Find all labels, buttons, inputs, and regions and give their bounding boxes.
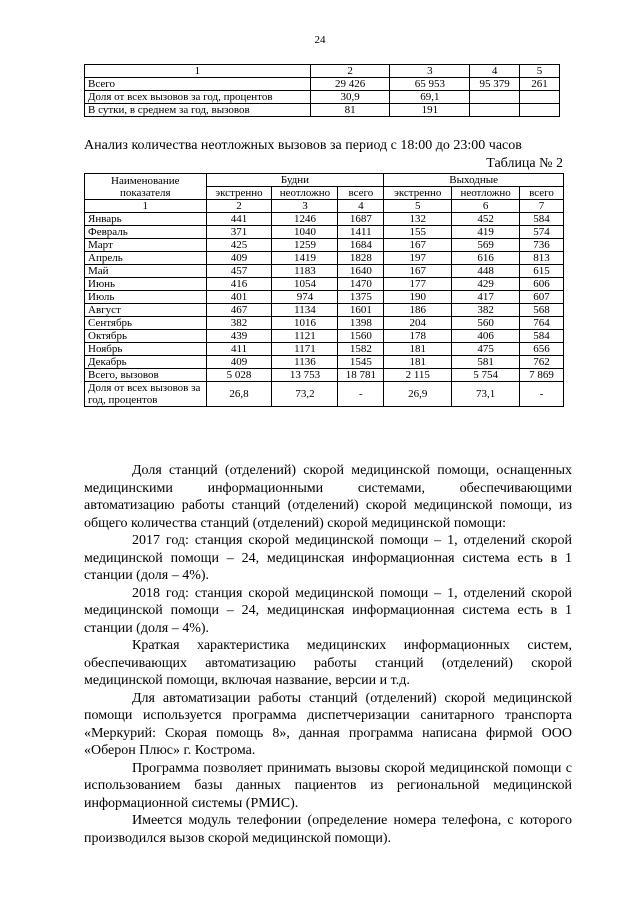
table-cell: 26,8 [206,382,272,407]
table-header-row [85,174,564,187]
table-cell: 406 [452,330,520,343]
table-cell: 656 [520,343,564,356]
table-cell: 581 [452,356,520,369]
table-cell: 190 [384,291,452,304]
table-cell: Март [85,239,207,252]
table-cell: 467 [206,304,272,317]
table-cell: Всего, вызовов [85,369,207,382]
table-cell: 1121 [272,330,338,343]
table-cell: 606 [520,278,564,291]
table-cell: 615 [520,265,564,278]
table-row [85,369,564,382]
header-cell: 5 [384,200,452,213]
table-row [85,291,564,304]
table-cell: 401 [206,291,272,304]
table-cell: 197 [384,252,452,265]
table-cell: 1171 [272,343,338,356]
table-cell: 1246 [272,213,338,226]
header-weekends: Выходные [384,174,564,187]
table-cell: 1545 [338,356,384,369]
table-cell: 1684 [338,239,384,252]
table-cell: 5 028 [206,369,272,382]
table-cell: 584 [520,330,564,343]
table-cell: 1470 [338,278,384,291]
table-row [85,317,564,330]
table-row [85,239,564,252]
table-cell: 2 115 [384,369,452,382]
table-cell: 1183 [272,265,338,278]
table-cell: Январь [85,213,207,226]
calls-analysis-table [84,173,564,407]
table-cell: 167 [384,265,452,278]
table-cell: 448 [452,265,520,278]
header-cell: неотложно [452,187,520,200]
table-cell: 560 [452,317,520,330]
table-cell: Август [85,304,207,317]
table-cell: 1560 [338,330,384,343]
table-cell: 18 781 [338,369,384,382]
table-cell: 177 [384,278,452,291]
table-row [85,304,564,317]
table-cell: 181 [384,356,452,369]
table-cell: Май [85,265,207,278]
table-cell: 5 [520,65,560,78]
table-cell: 1828 [338,252,384,265]
table-cell: 371 [206,226,272,239]
table-cell: 425 [206,239,272,252]
paragraph: 2017 год: станция скорой медицинской помощи – 1, отделений скорой медицинской помощи – 24, медицинская информационная система есть в 1 станции (доля – 4%). [84,533,572,583]
table-cell: 974 [272,291,338,304]
header-cell: 7 [520,200,564,213]
table-cell: 813 [520,252,564,265]
table-cell [520,104,560,117]
table-cell: 1040 [272,226,338,239]
table-cell: 2 [310,65,390,78]
table-cell: Всего [85,78,311,91]
table-cell: Сентябрь [85,317,207,330]
table-cell: Июль [85,291,207,304]
table-cell: 1016 [272,317,338,330]
table-row [85,356,564,369]
table-header-row [85,200,564,213]
header-indicator: Наименование показателя [85,174,207,200]
table-row [85,252,564,265]
header-cell: 2 [206,200,272,213]
table-cell: 186 [384,304,452,317]
header-cell: 1 [85,200,207,213]
table-cell: Апрель [85,252,207,265]
table-row [85,78,560,91]
table-cell: 584 [520,213,564,226]
table-cell: 382 [206,317,272,330]
table-cell: 382 [452,304,520,317]
paragraph: Доля станций (отделений) скорой медицинской помощи, оснащенных медицинскими информационными системами, обеспечивающими автоматизацию работы станций (отделений) скорой медицинской помощи, из общего количества станций (отделений) скорой медицинской помощи: [84,463,572,531]
table-cell: 417 [452,291,520,304]
header-cell: экстренно [384,187,452,200]
table-cell: 95 379 [470,78,520,91]
table-cell: 452 [452,213,520,226]
table-row [85,278,564,291]
table-cell: 762 [520,356,564,369]
table-row [85,330,564,343]
paragraph: Краткая характеристика медицинских информационных систем, обеспечивающих автоматизацию работы станций (отделений) скорой медицинской помощи, включая название, версии и т.д. [84,638,572,688]
table-cell [470,104,520,117]
table-cell: 475 [452,343,520,356]
table-cell: 1398 [338,317,384,330]
table-cell: Октябрь [85,330,207,343]
table-cell: 419 [452,226,520,239]
table-cell: 441 [206,213,272,226]
table-cell [470,91,520,104]
table-cell: 1601 [338,304,384,317]
table-cell: 5 754 [452,369,520,382]
table-cell: 764 [520,317,564,330]
table-row [85,343,564,356]
table-cell: 261 [520,78,560,91]
page-number: 24 [314,34,326,46]
table-cell: 65 953 [390,78,470,91]
paragraph: Имеется модуль телефонии (определение номера телефона, с которого производился вызов скорой медицинской помощи). [84,813,572,846]
table-cell: 204 [384,317,452,330]
table-cell: 574 [520,226,564,239]
table-cell: 1582 [338,343,384,356]
table-cell: 1411 [338,226,384,239]
table-cell: 3 [390,65,470,78]
table-row [85,265,564,278]
table-cell: 409 [206,356,272,369]
table-cell: 1375 [338,291,384,304]
table-cell: В сутки, в среднем за год, вызовов [85,104,311,117]
header-cell: всего [520,187,564,200]
table-cell: 26,9 [384,382,452,407]
table-cell: Декабрь [85,356,207,369]
paragraph: 2018 год: станция скорой медицинской помощи – 1, отделений скорой медицинской помощи – 24, медицинская информационная система есть в 1 станции (доля – 4%). [84,585,572,636]
header-cell: неотложно [272,187,338,200]
table-row [85,104,560,117]
table-cell: 191 [390,104,470,117]
table-cell: Доля от всех вызовов за год, процентов [85,382,207,407]
table-cell: 69,1 [390,91,470,104]
table-cell: 1419 [272,252,338,265]
table-cell: 439 [206,330,272,343]
table-row [85,91,560,104]
table-cell: - [520,382,564,407]
table-cell: 30,9 [310,91,390,104]
paragraph: Программа позволяет принимать вызовы скорой медицинской помощи с использованием базы данных пациентов из региональной медицинской информационной системы (РМИС). [84,760,572,811]
table-cell: 7 869 [520,369,564,382]
table-cell: 411 [206,343,272,356]
table-cell: 181 [384,343,452,356]
table-cell: 73,1 [452,382,520,407]
table-title: Анализ количества неотложных вызовов за период с 18:00 до 23:00 часов [84,138,522,153]
header-cell: 6 [452,200,520,213]
table-cell: 409 [206,252,272,265]
table-header-row [85,65,560,78]
table-cell: Февраль [85,226,207,239]
header-cell: экстренно [206,187,272,200]
table-cell: 457 [206,265,272,278]
table-cell: 1 [85,65,311,78]
table-cell: 1259 [272,239,338,252]
table-label: Таблица № 2 [486,156,563,171]
table-cell: 4 [470,65,520,78]
table-cell: 167 [384,239,452,252]
table-cell: 81 [310,104,390,117]
header-weekdays: Будни [206,174,384,187]
table-cell: 1134 [272,304,338,317]
table-cell: 178 [384,330,452,343]
table-cell: 13 753 [272,369,338,382]
table-cell: - [338,382,384,407]
table-cell: Июнь [85,278,207,291]
header-cell: всего [338,187,384,200]
summary-table [84,64,560,117]
table-cell: 568 [520,304,564,317]
table-cell: 1054 [272,278,338,291]
table-cell [520,91,560,104]
table-cell: 1640 [338,265,384,278]
table-cell: 569 [452,239,520,252]
table-cell: 132 [384,213,452,226]
table-cell: 29 426 [310,78,390,91]
table-cell: 607 [520,291,564,304]
header-cell: 4 [338,200,384,213]
table-body [85,213,564,407]
table-row [85,382,564,407]
table-cell: Ноябрь [85,343,207,356]
table-cell: 736 [520,239,564,252]
paragraph: Для автоматизации работы станций (отделений) скорой медицинской помощи используется программа диспетчеризации санитарного транспорта «Меркурий: Скорая помощь 8», данная программа написана фирмой ООО «Оберон Плюс» г. Кострома. [84,690,572,758]
table-cell: 155 [384,226,452,239]
table-cell: Доля от всех вызовов за год, процентов [85,91,311,104]
table-row [85,213,564,226]
table-cell: 416 [206,278,272,291]
table-cell: 429 [452,278,520,291]
header-cell: 3 [272,200,338,213]
table-cell: 616 [452,252,520,265]
table-row [85,226,564,239]
table-cell: 1136 [272,356,338,369]
table-cell: 73,2 [272,382,338,407]
body-text [84,462,572,847]
table-cell: 1687 [338,213,384,226]
